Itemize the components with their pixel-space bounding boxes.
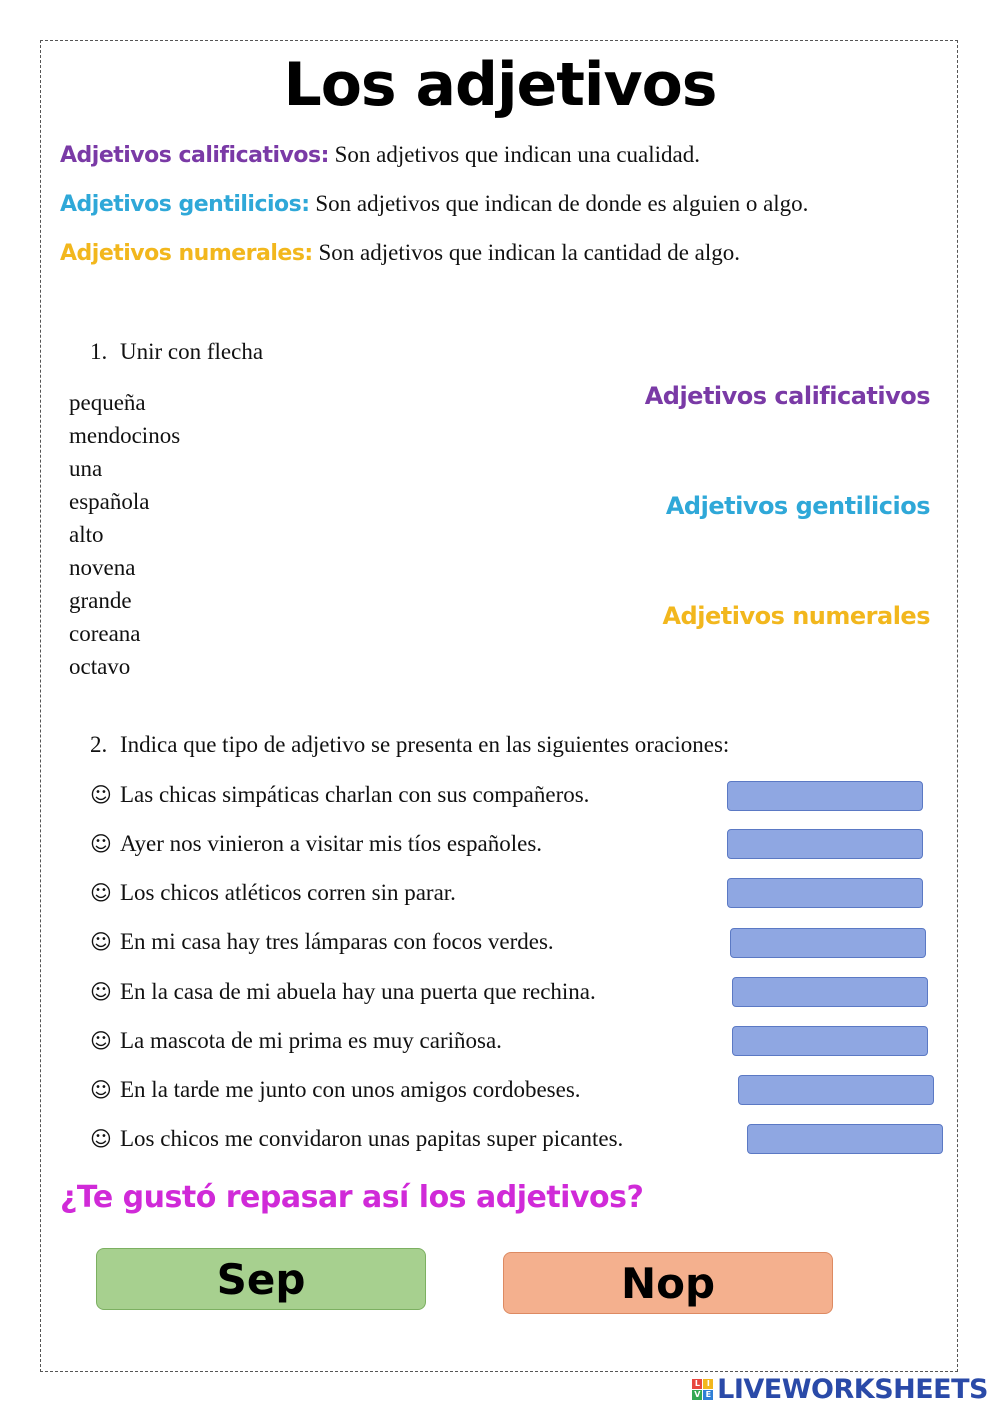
sentence-text: Los chicos atléticos corren sin parar. bbox=[120, 880, 456, 905]
smiley-icon: ☺ bbox=[90, 980, 112, 1004]
feedback-question: ¿Te gustó repasar así los adjetivos? bbox=[60, 1180, 644, 1215]
word-item[interactable]: una bbox=[69, 456, 103, 481]
exercise2-text: Indica que tipo de adjetivo se presenta en las siguientes oraciones: bbox=[120, 732, 730, 757]
sentence-text: Los chicos me convidaron unas papitas super picantes. bbox=[120, 1126, 624, 1151]
sentence-text: En la casa de mi abuela hay una puerta que rechina. bbox=[120, 979, 596, 1004]
no-button[interactable]: Nop bbox=[503, 1252, 833, 1314]
word-item[interactable]: mendocinos bbox=[69, 423, 181, 448]
definition-numerales bbox=[60, 240, 740, 266]
sentence-row bbox=[90, 782, 589, 808]
smiley-icon: ☺ bbox=[90, 1127, 112, 1151]
sentence-text: En la tarde me junto con unos amigos cordobeses. bbox=[120, 1077, 581, 1102]
word-item[interactable]: octavo bbox=[69, 654, 131, 679]
answer-field[interactable] bbox=[747, 1124, 943, 1154]
sentence-row bbox=[90, 979, 596, 1005]
category-numerales[interactable]: Adjetivos numerales bbox=[662, 602, 930, 630]
smiley-icon: ☺ bbox=[90, 1078, 112, 1102]
logo-icon: L I V E bbox=[692, 1379, 713, 1400]
definition-text: Son adjetivos que indican la cantidad de algo. bbox=[312, 240, 741, 265]
smiley-icon: ☺ bbox=[90, 881, 112, 905]
answer-field[interactable] bbox=[727, 781, 923, 811]
sentence-row bbox=[90, 1126, 623, 1152]
definition-calificativos bbox=[60, 142, 700, 168]
sentence-row bbox=[90, 1028, 502, 1054]
sentence-row bbox=[90, 831, 542, 857]
word-item[interactable]: pequeña bbox=[69, 390, 146, 415]
smiley-icon: ☺ bbox=[90, 832, 112, 856]
word-item[interactable]: novena bbox=[69, 555, 136, 580]
exercise2-number: 2. bbox=[90, 732, 108, 757]
liveworksheets-logo bbox=[692, 1374, 988, 1405]
category-gentilicios[interactable]: Adjetivos gentilicios bbox=[665, 492, 930, 520]
smiley-icon: ☺ bbox=[90, 1029, 112, 1053]
definition-text: Son adjetivos que indican de donde es alguien o algo. bbox=[309, 191, 809, 216]
exercise1-instruction bbox=[90, 339, 263, 365]
definition-term: Adjetivos calificativos: bbox=[60, 143, 329, 168]
answer-field[interactable] bbox=[730, 928, 926, 958]
definition-text: Son adjetivos que indican una cualidad. bbox=[328, 142, 700, 167]
word-item[interactable]: española bbox=[69, 489, 150, 514]
word-item[interactable]: coreana bbox=[69, 621, 141, 646]
word-item[interactable]: alto bbox=[69, 522, 104, 547]
sentence-text: La mascota de mi prima es muy cariñosa. bbox=[120, 1028, 502, 1053]
answer-field[interactable] bbox=[727, 878, 923, 908]
definition-term: Adjetivos gentilicios: bbox=[60, 192, 310, 217]
logo-text: LIVEWORKSHEETS bbox=[717, 1374, 988, 1405]
answer-field[interactable] bbox=[738, 1075, 934, 1105]
sentence-row bbox=[90, 1077, 581, 1103]
sentence-row bbox=[90, 880, 456, 906]
definition-term: Adjetivos numerales: bbox=[60, 241, 313, 266]
exercise1-text: Unir con flecha bbox=[120, 339, 264, 364]
answer-field[interactable] bbox=[732, 977, 928, 1007]
smiley-icon: ☺ bbox=[90, 783, 112, 807]
answer-field[interactable] bbox=[732, 1026, 928, 1056]
sentence-row bbox=[90, 929, 554, 955]
exercise1-number: 1. bbox=[90, 339, 108, 364]
smiley-icon: ☺ bbox=[90, 930, 112, 954]
exercise2-instruction bbox=[90, 732, 729, 758]
answer-field[interactable] bbox=[727, 829, 923, 859]
category-calificativos[interactable]: Adjetivos calificativos bbox=[644, 382, 930, 410]
sentence-text: En mi casa hay tres lámparas con focos verdes. bbox=[120, 929, 554, 954]
page-title: Los adjetivos bbox=[283, 50, 717, 120]
yes-button[interactable]: Sep bbox=[96, 1248, 426, 1310]
sentence-text: Las chicas simpáticas charlan con sus compañeros. bbox=[120, 782, 590, 807]
word-item[interactable]: grande bbox=[69, 588, 132, 613]
definition-gentilicios bbox=[60, 191, 808, 217]
word-list bbox=[69, 386, 180, 683]
sentence-text: Ayer nos vinieron a visitar mis tíos españoles. bbox=[120, 831, 543, 856]
